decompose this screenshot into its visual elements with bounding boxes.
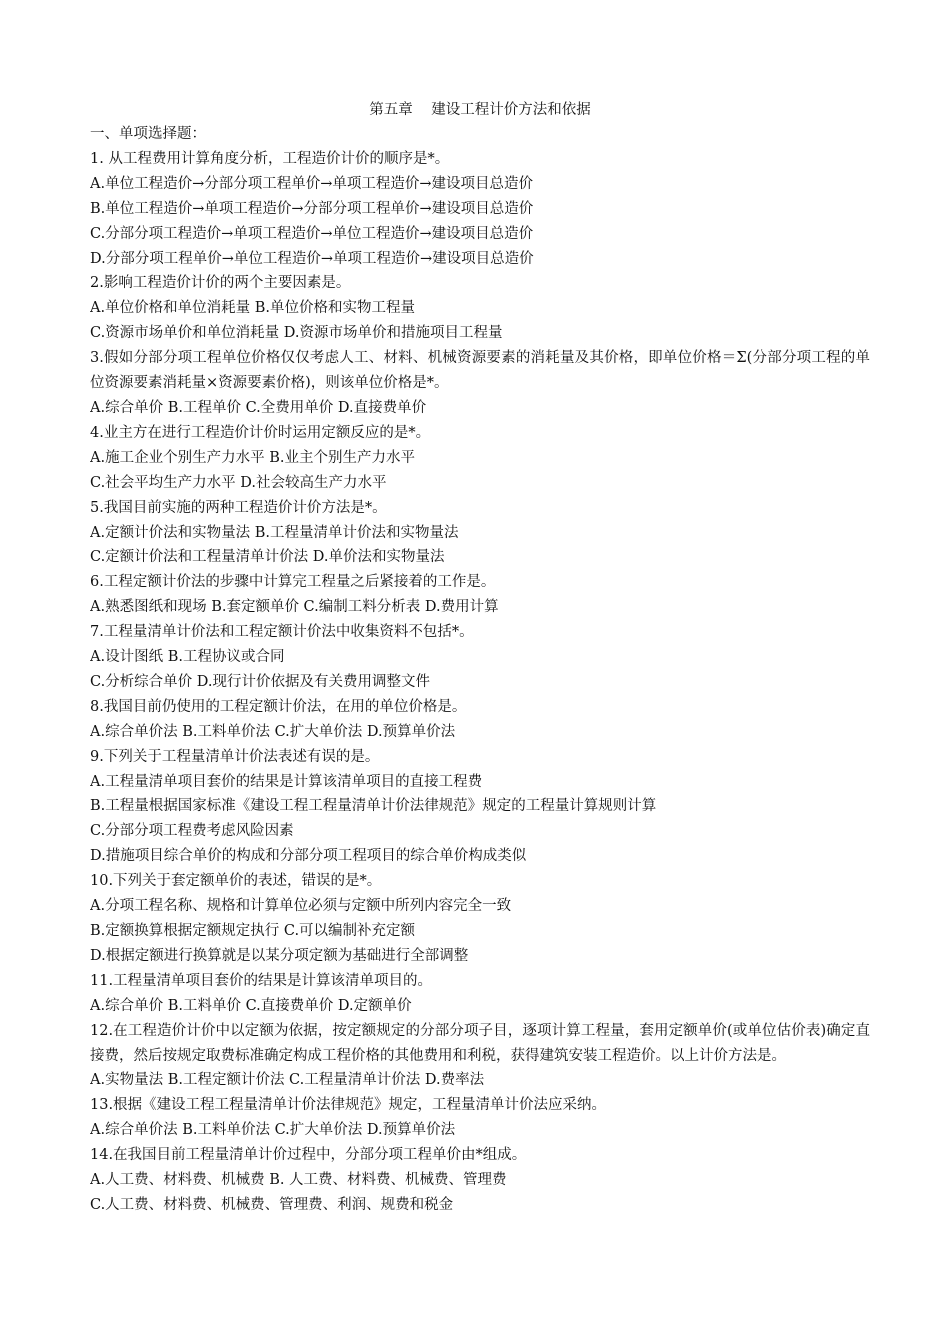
- question-7-options-ab: A.设计图纸 B.工程协议或合同: [90, 649, 285, 666]
- question-9: 9.下列关于工程量清单计价法表述有误的是。: [90, 748, 380, 765]
- question-6-options: A.熟悉图纸和现场 B.套定额单价 C.编制工料分析表 D.费用计算: [90, 599, 499, 616]
- question-10-options-bc: B.定额换算根据定额规定执行 C.可以编制补充定额: [90, 923, 416, 939]
- question-14-options-ab: A.人工费、材料费、机械费 B. 人工费、材料费、机械费、管理费: [90, 1172, 507, 1189]
- question-9-option-c: C.分部分项工程费考虑风险因素: [90, 823, 294, 840]
- question-9-option-a: A.工程量清单项目套价的结果是计算该清单项目的直接工程费: [90, 773, 483, 790]
- question-1-option-c: C.分部分项工程造价→单项工程造价→单位工程造价→建设项目总造价: [90, 225, 534, 242]
- question-13: 13.根据《建设工程工程量清单计价法律规范》规定，工程量清单计价法应采纳。: [90, 1097, 607, 1114]
- question-1-option-b: B.单位工程造价→单项工程造价→分部分项工程单价→建设项目总造价: [90, 200, 534, 217]
- question-13-options: A.综合单价法 B.工料单价法 C.扩大单价法 D.预算单价法: [90, 1122, 456, 1139]
- question-2-options-ab: A.单位价格和单位消耗量 B.单位价格和实物工程量: [90, 300, 415, 317]
- question-10-option-a: A.分项工程名称、规格和计算单位必须与定额中所列内容完全一致: [90, 898, 512, 915]
- question-1: 1. 从工程费用计算角度分析，工程造价计价的顺序是*。: [90, 150, 450, 167]
- question-9-option-d: D.措施项目综合单价的构成和分部分项工程项目的综合单价构成类似: [90, 848, 527, 865]
- question-1-option-d: D.分部分项工程单价→单位工程造价→单项工程造价→建设项目总造价: [90, 250, 534, 267]
- question-3: 3.假如分部分项工程单位价格仅仅考虑人工、材料、机械资源要素的消耗量及其价格，即单位价格＝Σ(分部分项工程的单位资源要素消耗量×资源要素价格)，则该单位价格是*。: [90, 350, 870, 392]
- chapter-title: 第五章 建设工程计价方法和依据: [369, 102, 591, 118]
- question-1-option-a: A.单位工程造价→分部分项工程单价→单项工程造价→建设项目总造价: [90, 175, 534, 192]
- question-5-options-cd: C.定额计价法和工程量清单计价法 D.单价法和实物量法: [90, 549, 445, 566]
- question-2-options-cd: C.资源市场单价和单位消耗量 D.资源市场单价和措施项目工程量: [90, 325, 503, 342]
- question-11-options: A.综合单价 B.工料单价 C.直接费单价 D.定额单价: [90, 997, 412, 1014]
- question-2: 2.影响工程造价计价的两个主要因素是。: [90, 275, 351, 292]
- question-10-option-d: D.根据定额进行换算就是以某分项定额为基础进行全部调整: [90, 947, 469, 964]
- section-heading: 一、单项选择题：: [90, 126, 206, 142]
- question-3-options: A.综合单价 B.工程单价 C.全费用单价 D.直接费单价: [90, 399, 427, 416]
- question-9-option-b: B.工程量根据国家标准《建设工程工程量清单计价法律规范》规定的工程量计算规则计算: [90, 798, 657, 815]
- question-14: 14.在我国目前工程量清单计价过程中，分部分项工程单价由*组成。: [90, 1147, 527, 1164]
- question-11: 11.工程量清单项目套价的结果是计算该清单项目的。: [90, 972, 433, 989]
- document-page: [90, 98, 870, 1218]
- question-5: 5.我国目前实施的两种工程造价计价方法是*。: [90, 499, 387, 516]
- question-14-option-c: C.人工费、材料费、机械费、管理费、利润、规费和税金: [90, 1196, 454, 1213]
- question-8: 8.我国目前仍使用的工程定额计价法，在用的单位价格是。: [90, 698, 467, 715]
- question-7-options-cd: C.分析综合单价 D.现行计价依据及有关费用调整文件: [90, 673, 431, 690]
- question-4-options-cd: C.社会平均生产力水平 D.社会较高生产力水平: [90, 474, 387, 491]
- question-4: 4.业主方在进行工程造价计价时运用定额反应的是*。: [90, 424, 431, 441]
- question-4-options-ab: A.施工企业个别生产力水平 B.业主个别生产力水平: [90, 449, 415, 466]
- question-12: 12.在工程造价计价中以定额为依据，按定额规定的分部分项子目，逐项计算工程量，套用定额单价(或单位估价表)确定直接费，然后按规定取费标准确定构成工程价格的其他费用和利税，获得建筑安装工程造价。以上计价方法是。: [90, 1022, 870, 1064]
- question-6: 6.工程定额计价法的步骤中计算完工程量之后紧接着的工作是。: [90, 574, 496, 591]
- question-7: 7.工程量清单计价法和工程定额计价法中收集资料不包括*。: [90, 624, 474, 641]
- question-5-options-ab: A.定额计价法和实物量法 B.工程量清单计价法和实物量法: [90, 524, 459, 541]
- question-8-options: A.综合单价法 B.工料单价法 C.扩大单价法 D.预算单价法: [90, 723, 456, 740]
- question-12-options: A.实物量法 B.工程定额计价法 C.工程量清单计价法 D.费率法: [90, 1072, 485, 1089]
- question-10: 10.下列关于套定额单价的表述，错误的是*。: [90, 873, 382, 890]
